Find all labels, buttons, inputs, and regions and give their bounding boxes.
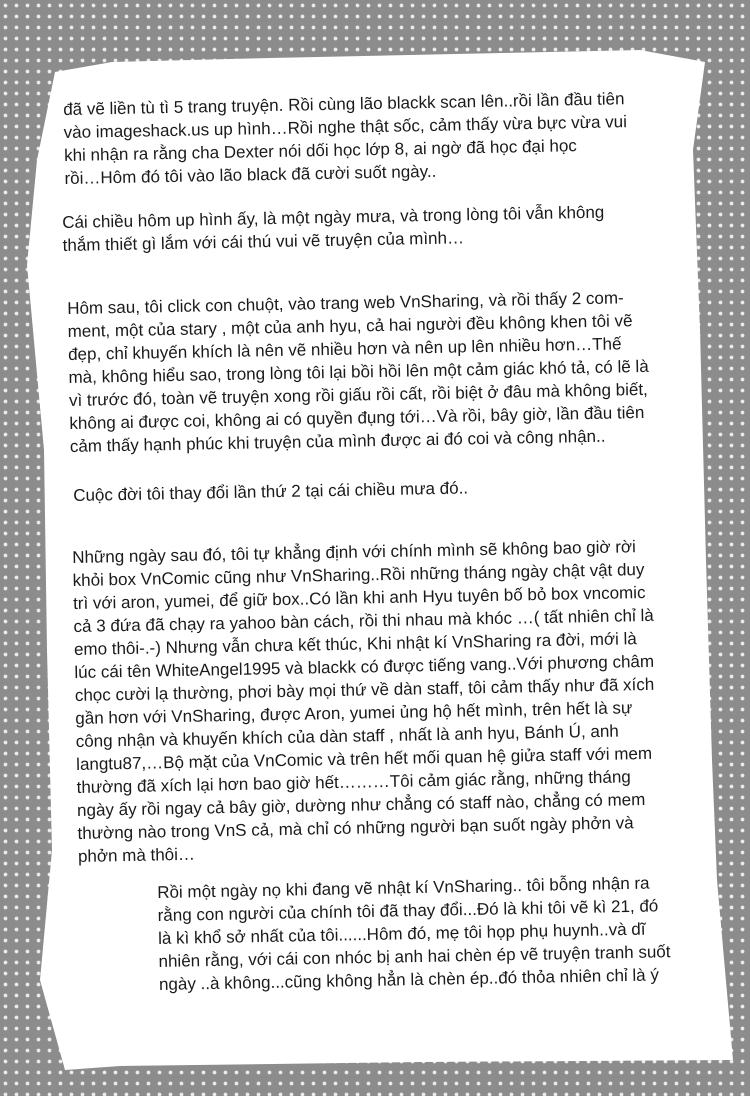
paragraph-3 [67,286,650,458]
text-line: Cái chiều hôm up hình ấy, là một ngày mưa, và trong lòng tôi vẫn không [62,202,605,232]
text-line: vì trước đó, toàn vẽ truyện xong rồi giấu rồi cất, rồi biệt ở đâu mà không biết, [68,379,648,410]
text-line: thường nào trong VnS cả, mà chỉ có những người bạn suốt ngày phởn và [77,813,634,843]
paragraph-6 [157,871,671,996]
text-line: vào imageshack.us up hình…Rồi nghe thật sốc, cảm thấy vừa bực vừa vui [63,112,628,142]
text-line: ngày ..à không...cũng không hẳn là chèn ép..đó thỏa nhiên chỉ là ý [158,965,660,994]
text-line: Rồi một ngày nọ khi đang vẽ nhật kí VnSharing.. tôi bỗng nhận ra [157,873,650,902]
text-line: Cuộc đời tôi thay đổi lần thứ 2 tại cái chiều mưa đó.. [73,478,469,505]
text-line: thường đã xích lại hơn bao giờ hết………Tôi cảm giác rằng, những tháng [76,767,631,797]
paragraph-2 [62,201,605,257]
text-line: mà, không hiểu sao, trong lòng tôi lại bồi hồi lên một cảm giác khó tả, có lẽ là [68,356,649,387]
text-line: emo thôi-.-) Nhưng vẫn chưa kết thúc, Khi nhật kí VnSharing ra đời, mới là [73,629,637,659]
text-line: cả 3 đứa đã chạy ra yahoo bàn cách, rồi thi nhau mà khóc …( tất nhiên chỉ là [73,605,654,636]
paragraph-5 [72,535,658,868]
text-line: chọc cười lạ thường, phơi bày mọi thứ về dàn staff, tôi cảm thấy như đã xích [74,674,655,705]
text-line: lúc cái tên WhiteAngel1995 và blackk có được tiếng vang..Với phương châm [74,651,655,682]
text-line: ment, một của stary , một của anh hyu, cả hai người đều không khen tôi vẽ [67,311,633,341]
text-line: cảm thấy hạnh phúc khi truyện của mình được ai đó coi và công nhận.. [69,426,606,456]
text-line: công nhận và khuyến khích của dàn staff , nhất là anh hyu, Bánh Ú, anh [75,721,619,751]
text-line: không ai được coi, không ai có quyền đụng tới…Và rồi, bây giờ, lần đầu tiên [69,402,645,433]
text-line: đẹp, chỉ khuyến khích là nên vẽ nhiều hơn và nên up lên nhiều hơn…Thế [67,334,622,364]
text-line: khi nhận ra rằng cha Dexter nói dối học lớp 8, ai ngờ đã học đại học [63,136,577,165]
text-line: Hôm sau, tôi click con chuột, vào trang web VnSharing, và rồi thấy 2 com- [67,288,624,318]
text-line: rằng con người của chính tôi đã thay đổi...Đó là khi tôi vẽ kì 21, đó [157,896,659,925]
paragraph-4 [73,476,468,507]
text-line: trì với aron, yumei, để giữ box..Có lần khi anh Hyu tuyên bố bỏ box vncomic [72,583,646,613]
text-line: langtu87,…Bộ mặt của VnComic và trên hết mối quan hệ giửa staff với mem [76,743,653,774]
text-line: gần hơn với VnSharing, được Aron, yumei ủng hộ hết mình, trên hết là sự [75,698,633,728]
text-line: phởn mà thôi… [77,844,196,866]
text-line: Những ngày sau đó, tôi tự khẳng định với chính mình sẽ không bao giờ rời [72,537,637,567]
paragraph-1 [63,87,628,190]
text-line: thắm thiết gì lắm với cái thú vui vẽ truyện của mình… [62,228,465,255]
text-line: khỏi box VnComic cũng như VnSharing..Rồi những tháng ngày chật vật duy [72,560,645,590]
text-line: nhiên rằng, với cái con nhóc bị anh hai chèn ép vẽ truyện tranh suốt [158,942,671,971]
text-line: ngày ấy rồi ngay cả bây giờ, dường như chẳng có staff nào, chẳng có mem [76,790,646,820]
text-line: là kì khổ sở nhất của tôi......Hôm đó, mẹ tôi họp phụ huynh..và dĩ [157,919,646,948]
text-line: đã vẽ liền tù tì 5 trang truyện. Rồi cùng lão blackk scan lên..rồi lần đầu tiên [63,89,625,119]
text-line: rồi…Hôm đó tôi vào lão black đã cười suốt ngày.. [64,161,437,188]
